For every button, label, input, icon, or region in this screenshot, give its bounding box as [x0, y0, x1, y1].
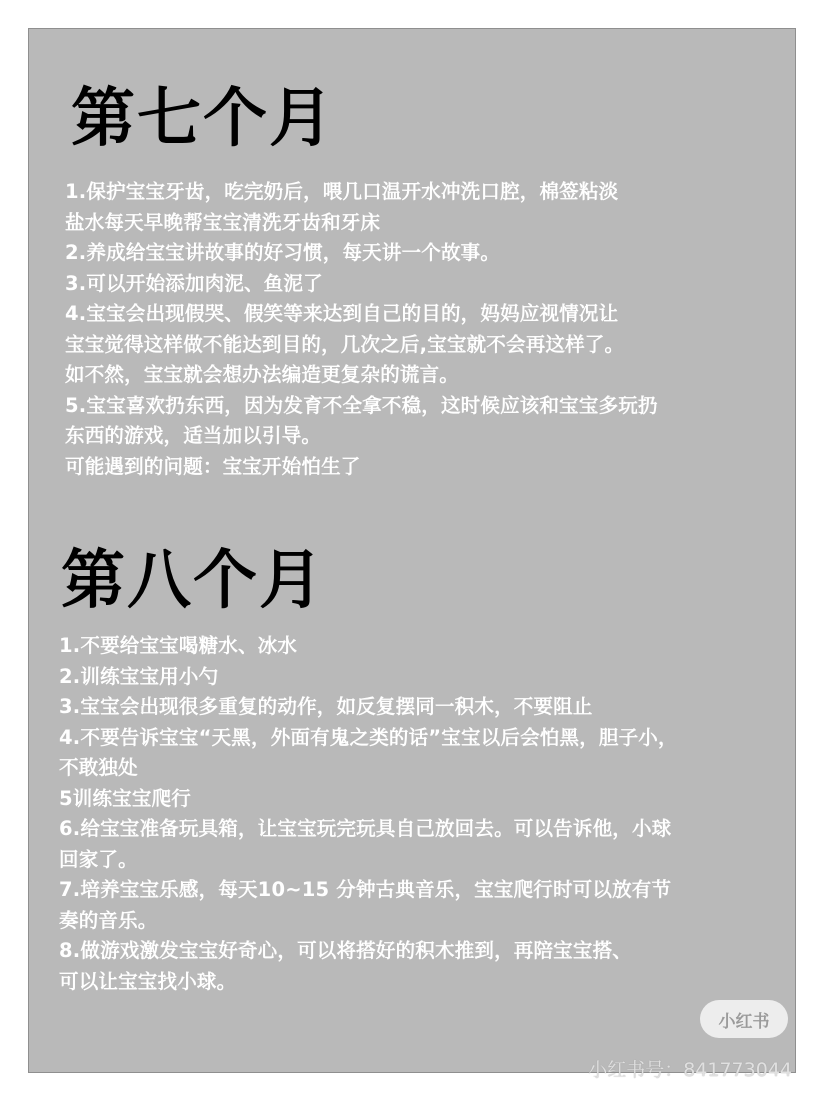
- month7-title: 第七个月: [71, 82, 335, 156]
- content-card: [28, 28, 796, 1073]
- month7-line: 5.宝宝喜欢扔东西，因为发育不全拿不稳，这时候应该和宝宝多玩扔: [65, 393, 658, 417]
- month7-line: 2.养成给宝宝讲故事的好习惯，每天讲一个故事。: [65, 241, 501, 264]
- month7-line: 盐水每天早晚帮宝宝清洗牙齿和牙床: [65, 210, 381, 234]
- month7-line: 东西的游戏，适当加以引导。: [65, 424, 322, 447]
- month8-line: 奏的音乐。: [59, 908, 158, 932]
- month8-line: 可以让宝宝找小球。: [59, 969, 237, 993]
- month8-line: 3.宝宝会出现很多重复的动作，如反复摆同一积木，不要阻止: [59, 695, 593, 718]
- month8-line: 回家了。: [59, 847, 138, 871]
- month7-line: 3.可以开始添加肉泥、鱼泥了: [65, 271, 323, 295]
- month7-line: 4.宝宝会出现假哭、假笑等来达到自己的目的，妈妈应视情况让: [65, 302, 619, 325]
- month8-line: 8.做游戏激发宝宝好奇心，可以将搭好的积木推到，再陪宝宝搭、: [59, 939, 632, 962]
- month8-line: 4.不要告诉宝宝“天黑，外面有鬼之类的话”宝宝以后会怕黑，胆子小，: [59, 725, 678, 749]
- month8-line: 不敢独处: [59, 756, 138, 779]
- month8-line: 1.不要给宝宝喝糖水、冰水: [59, 634, 298, 657]
- month8-title: 第八个月: [61, 544, 325, 618]
- month7-line: 宝宝觉得这样做不能达到目的，几次之后,宝宝就不会再这样了。: [65, 332, 625, 356]
- month8-line: 2.训练宝宝用小勺: [59, 664, 219, 688]
- xiaohongshu-logo: 小红书: [700, 1000, 788, 1038]
- month8-list: [59, 631, 678, 997]
- month7-line: 1.保护宝宝牙齿，吃完奶后，喂几口温开水冲洗口腔，棉签粘淡: [65, 180, 619, 203]
- month8-line: 5训练宝宝爬行: [59, 786, 191, 810]
- month8-line: 7.培养宝宝乐感，每天10~15 分钟古典音乐，宝宝爬行时可以放有节: [59, 878, 672, 901]
- month7-line: 可能遇到的问题：宝宝开始怕生了: [65, 454, 361, 478]
- month8-line: 6.给宝宝准备玩具箱，让宝宝玩完玩具自己放回去。可以告诉他，小球: [59, 817, 672, 840]
- month7-list: [65, 177, 658, 482]
- watermark-text: 小红书号：841773044: [588, 1059, 792, 1081]
- month7-line: 如不然，宝宝就会想办法编造更复杂的谎言。: [65, 363, 460, 386]
